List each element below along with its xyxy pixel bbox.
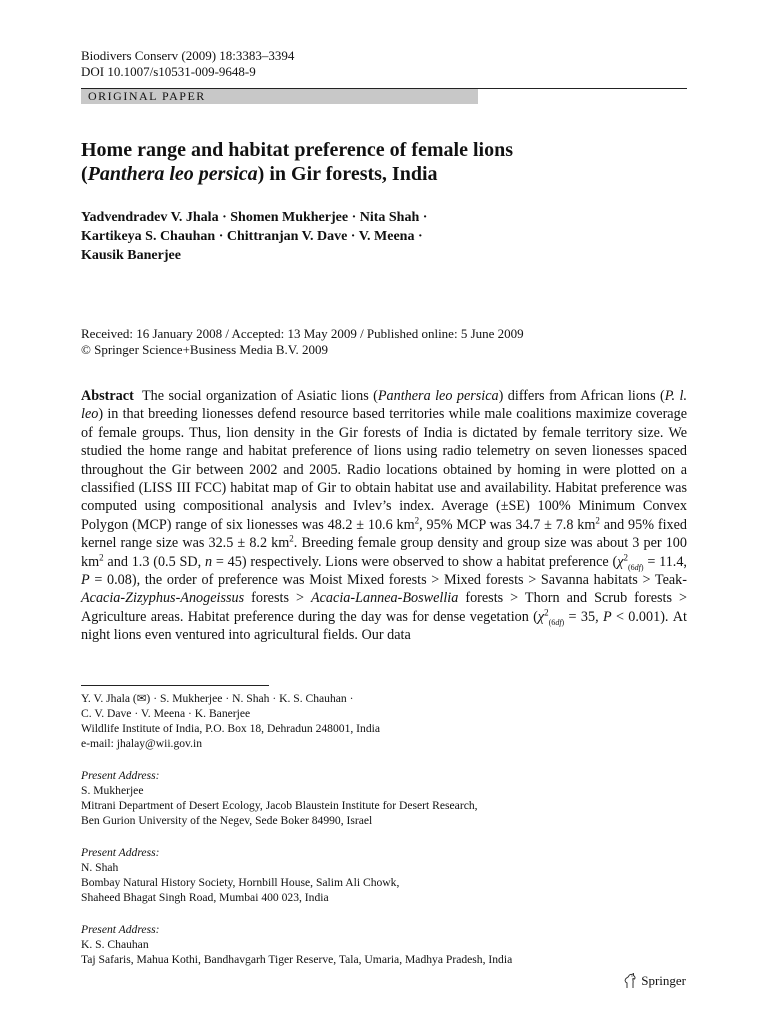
authors-line-1: Yadvendradev V. Jhala · Shomen Mukherjee · Nita Shah · (81, 210, 428, 225)
affiliation-line: Wildlife Institute of India, P.O. Box 18, Dehradun 248001, India (81, 722, 380, 735)
journal-citation: Biodivers Conserv (2009) 18:3383–3394 (81, 48, 295, 63)
address-line: K. S. Chauhan (81, 938, 149, 951)
address-line: Taj Safaris, Mahua Kothi, Bandhavgarh Tiger Reserve, Tala, Umaria, Madhya Pradesh, India (81, 953, 513, 966)
publication-dates (81, 326, 691, 358)
abstract-text: The social organization of Asiatic lions (Panthera leo persica) differs from African lions (P. l. leo) in that breeding lionesses defend resource based territories while male coalitions maximize coverage of female groups. Thus, lion density in the Gir forests of India is dictated by female territory size. We studied the home range and habitat preference of lions using radio telemetry on seven lionesses spaced throughout the Gir between 2002 and 2005. Radio locations obtained by homing in were plotted on a classified (LISS III FCC) habitat map of Gir to obtain habitat use and availability. Habitat preference was computed using compositional analysis and Ivlev’s index. Average (±SE) 100% Minimum Convex Polygon (MCP) range of six lionesses was 48.2 ± 10.6 $km^2$, 95% MCP was 34.7 ± 7.8 $km^2$ and 95% fixed kernel range size was 32.5 ± 8.2 $km^2$. Breeding female group density and group size was about 3 per 100 $km^2$ and 1.3 (0.5 SD, n = 45) respectively. Lions were observed to show a habitat preference ($\chi^2_{(6df)} = 11.4$, P = 0.08), the order of preference was Moist Mixed forests > Mixed forests > Savanna habitats > Teak-Acacia-Zizyphus-Anogeissus forests > Acacia-Lannea-Boswellia forests > Thorn and Scrub forests > Agriculture areas. Habitat preference during the day was for dense vegetation ($\chi^2_{(6df)} = 35$, P < 0.001). At night lions even ventured into agricultural fields. Our data (81, 388, 688, 644)
authors-line-2: Kartikeya S. Chauhan · Chittranjan V. Dave · V. Meena · (81, 229, 423, 244)
present-address-mukherjee (81, 768, 691, 828)
address-line: Mitrani Department of Desert Ecology, Jacob Blaustein Institute for Desert Research, (81, 799, 478, 812)
affiliation-line: Y. V. Jhala (✉) · S. Mukherjee · N. Shah · K. S. Chauhan · (81, 692, 354, 705)
address-line: Shaheed Bhagat Singh Road, Mumbai 400 023, India (81, 891, 329, 904)
journal-doi: DOI 10.1007/s10531-009-9648-9 (81, 64, 256, 79)
affiliation-line: C. V. Dave · V. Meena · K. Banerjee (81, 707, 251, 720)
present-address-label: Present Address: (81, 923, 160, 936)
dates-line: Received: 16 January 2008 / Accepted: 13 May 2009 / Published online: 5 June 2009 (81, 326, 524, 341)
title-line-1: Home range and habitat preference of female lions (81, 139, 513, 161)
publisher-name: Springer (641, 973, 686, 988)
copyright-line: © Springer Science+Business Media B.V. 2009 (81, 342, 328, 357)
affiliation-email: e-mail: jhalay@wii.gov.in (81, 737, 203, 750)
paper-title (81, 138, 691, 186)
address-line: N. Shah (81, 861, 119, 874)
present-address-label: Present Address: (81, 769, 160, 782)
publisher-logo (623, 972, 686, 990)
address-line: S. Mukherjee (81, 784, 144, 797)
address-line: Ben Gurion University of the Negev, Sede Boker 84990, Israel (81, 814, 373, 827)
footnote-rule (81, 685, 269, 686)
section-label: ORIGINAL PAPER (88, 89, 206, 103)
springer-horse-icon (623, 973, 637, 989)
present-address-label: Present Address: (81, 846, 160, 859)
title-rest: ) in Gir forests, India (257, 163, 438, 185)
footnotes (81, 691, 691, 984)
abstract (81, 387, 687, 645)
title-species: Panthera leo persica (87, 163, 258, 185)
authors-line-3: Kausik Banerjee (81, 248, 181, 263)
abstract-label: Abstract (81, 388, 134, 404)
title-paren: ( (81, 163, 88, 185)
journal-header (81, 48, 294, 80)
address-line: Bombay Natural History Society, Hornbill House, Salim Ali Chowk, (81, 876, 400, 889)
title-line-2 (81, 162, 691, 186)
author-list (81, 208, 691, 265)
affiliation-block (81, 691, 691, 751)
present-address-chauhan (81, 922, 691, 967)
present-address-shah (81, 845, 691, 905)
